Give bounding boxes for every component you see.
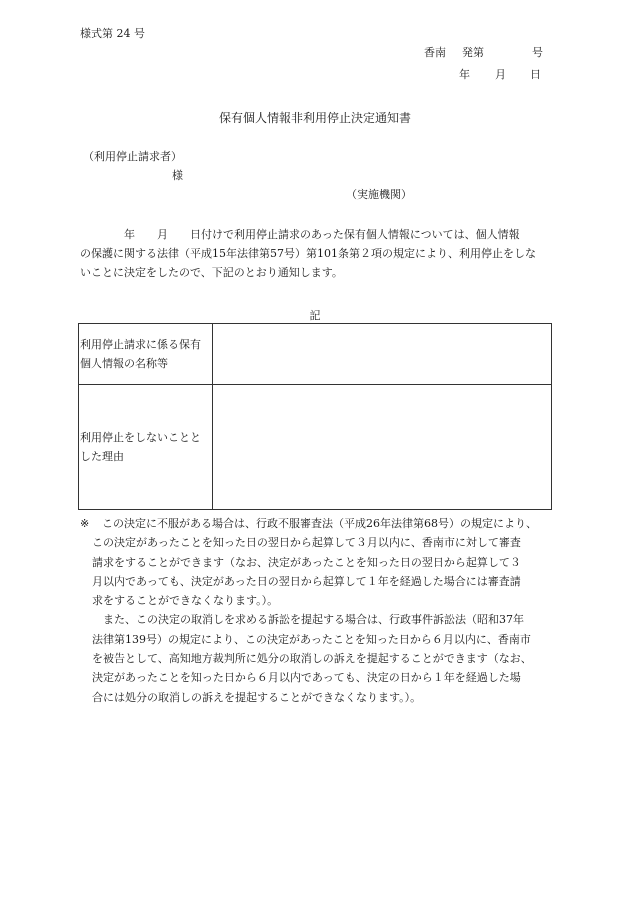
requester-label: （利用停止請求者） bbox=[83, 150, 182, 163]
note-line: この決定があったことを知った日の翌日から起算して３月以内に、香南市に対して審査 bbox=[92, 536, 521, 550]
note-line: を被告として、高知地方裁判所に処分の取消しの訴えを提起することができます（なお、 bbox=[92, 652, 532, 666]
body-line: いことに決定をしたので、下記のとおり通知します。 bbox=[80, 266, 343, 279]
label-line: 個人情報の名称等 bbox=[80, 357, 168, 370]
table-row bbox=[79, 324, 552, 385]
note-line bbox=[80, 514, 552, 533]
date-day: 日 bbox=[530, 68, 541, 81]
issuer-city: 香南 bbox=[424, 46, 446, 59]
issuer-hatsu: 発第 bbox=[462, 46, 484, 59]
note-line: また、この決定の取消しを求める訴訟を提起する場合は、行政事件訴訟法（昭和37年 bbox=[92, 613, 524, 627]
label-line: 利用停止請求に係る保有 bbox=[80, 338, 201, 351]
note-line: 請求をすることができます（なお、決定があったことを知った日の翌日から起算して３ bbox=[92, 555, 521, 569]
notes-section bbox=[80, 514, 552, 707]
row-label-info-name bbox=[79, 324, 213, 385]
agency-label: （実施機関） bbox=[346, 188, 412, 201]
ki-heading: 記 bbox=[309, 309, 321, 322]
honorific: 様 bbox=[172, 169, 183, 182]
note-line: 求をすることができなくなります。）。 bbox=[92, 594, 279, 608]
note-line: 法律第139号）の規定により、この決定があったことを知った日から６月以内に、香南市 bbox=[92, 632, 531, 646]
note-mark: ※ bbox=[80, 517, 90, 530]
note-text: この決定に不服がある場合は、行政不服審査法（平成26年法律第68号）の規定により、 bbox=[102, 517, 537, 530]
label-line: 利用停止をしないことと bbox=[80, 431, 201, 444]
note-line: 月以内であっても、決定があった日の翌日から起算して１年を経過した場合には審査請 bbox=[92, 574, 521, 588]
date-month: 月 bbox=[495, 68, 506, 81]
body-line: の保護に関する法律（平成15年法律第57号）第101条第２項の規定により、利用停止をしな bbox=[80, 247, 536, 260]
issuer-go: 号 bbox=[532, 46, 543, 59]
row-value-info-name[interactable] bbox=[213, 324, 552, 385]
note-line: 合には処分の取消しの訴えを提起することができなくなります。）。 bbox=[92, 690, 422, 704]
label-line: した理由 bbox=[80, 450, 124, 463]
row-label-reason bbox=[79, 385, 213, 510]
document-title: 保有個人情報非利用停止決定通知書 bbox=[218, 111, 411, 125]
note-line: 決定があったことを知った日から６月以内であっても、決定の日から１年を経過した場 bbox=[92, 671, 521, 685]
body-paragraph bbox=[80, 225, 552, 282]
record-table bbox=[78, 323, 552, 510]
date-year: 年 bbox=[459, 68, 470, 81]
body-line: 年 月 日付けで利用停止請求のあった保有個人情報については、個人情報 bbox=[80, 228, 520, 241]
table-row bbox=[79, 385, 552, 510]
form-number: 様式第 24 号 bbox=[80, 27, 145, 40]
row-value-reason[interactable] bbox=[213, 385, 552, 510]
